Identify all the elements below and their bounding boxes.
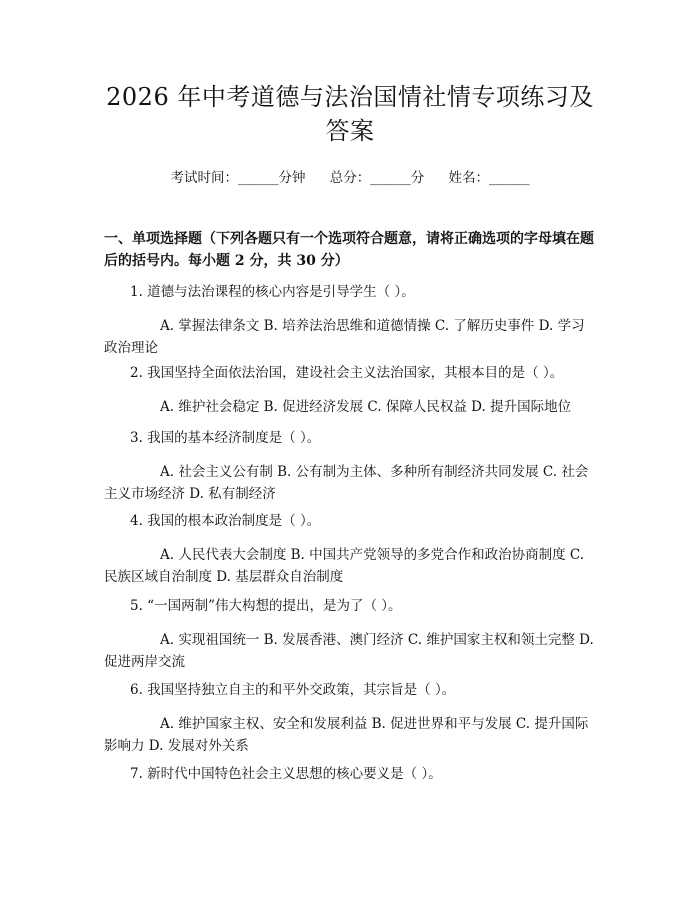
question-6 xyxy=(104,679,596,757)
question-stem: 5. “一国两制”伟大构想的提出，是为了（ ）。 xyxy=(130,598,402,614)
question-stem: 6. 我国坚持独立自主的和平外交政策，其宗旨是（ ）。 xyxy=(130,682,456,698)
total-score-field: 总分：______分 xyxy=(329,170,425,186)
question-1 xyxy=(104,281,596,359)
document-title xyxy=(80,80,620,148)
title-line-2: 答案 xyxy=(325,117,375,145)
question-options: A. 社会主义公有制 B. 公有制为主体、多种所有制经济共同发展 C. 社会主义市场经济 D. 私有制经济 xyxy=(104,464,589,502)
title-line-1: 2026 年中考道德与法治国情社情专项练习及 xyxy=(106,83,594,111)
question-options: A. 实现祖国统一 B. 发展香港、澳门经济 C. 维护国家主权和领土完整 D. 促进两岸交流 xyxy=(104,632,594,670)
question-stem: 2. 我国坚持全面依法治国，建设社会主义法治国家，其根本目的是（ ）。 xyxy=(130,365,564,381)
question-stem: 7. 新时代中国特色社会主义思想的核心要义是（ ）。 xyxy=(130,766,442,782)
question-options: A. 人民代表大会制度 B. 中国共产党领导的多党合作和政治协商制度 C. 民族区域自治制度 D. 基层群众自治制度 xyxy=(104,547,585,585)
exam-time-field: 考试时间：______分钟 xyxy=(170,170,306,186)
question-2 xyxy=(104,362,596,418)
student-name-field: 姓名：______ xyxy=(448,170,530,186)
question-stem: 1. 道德与法治课程的核心内容是引导学生（ ）。 xyxy=(130,284,415,300)
question-stem: 3. 我国的基本经济制度是（ ）。 xyxy=(130,430,321,446)
question-4 xyxy=(104,510,596,588)
section-1-header: 一、单项选择题（下列各题只有一个选项符合题意，请将正确选项的字母填在题后的括号内。每小题 2 分，共 30 分） xyxy=(104,231,594,269)
question-options: A. 维护国家主权、安全和发展利益 B. 促进世界和平与发展 C. 提升国际影响力 D. 发展对外关系 xyxy=(104,716,589,754)
question-7 xyxy=(104,763,596,785)
question-3 xyxy=(104,427,596,505)
question-5 xyxy=(104,595,596,673)
exam-meta-line xyxy=(0,168,700,188)
question-options: A. 维护社会稳定 B. 促进经济发展 C. 保障人民权益 D. 提升国际地位 xyxy=(160,399,572,415)
question-options: A. 掌握法律条文 B. 培养法治思维和道德情操 C. 了解历史事件 D. 学习政治理论 xyxy=(104,318,585,356)
question-stem: 4. 我国的根本政治制度是（ ）。 xyxy=(130,513,321,529)
